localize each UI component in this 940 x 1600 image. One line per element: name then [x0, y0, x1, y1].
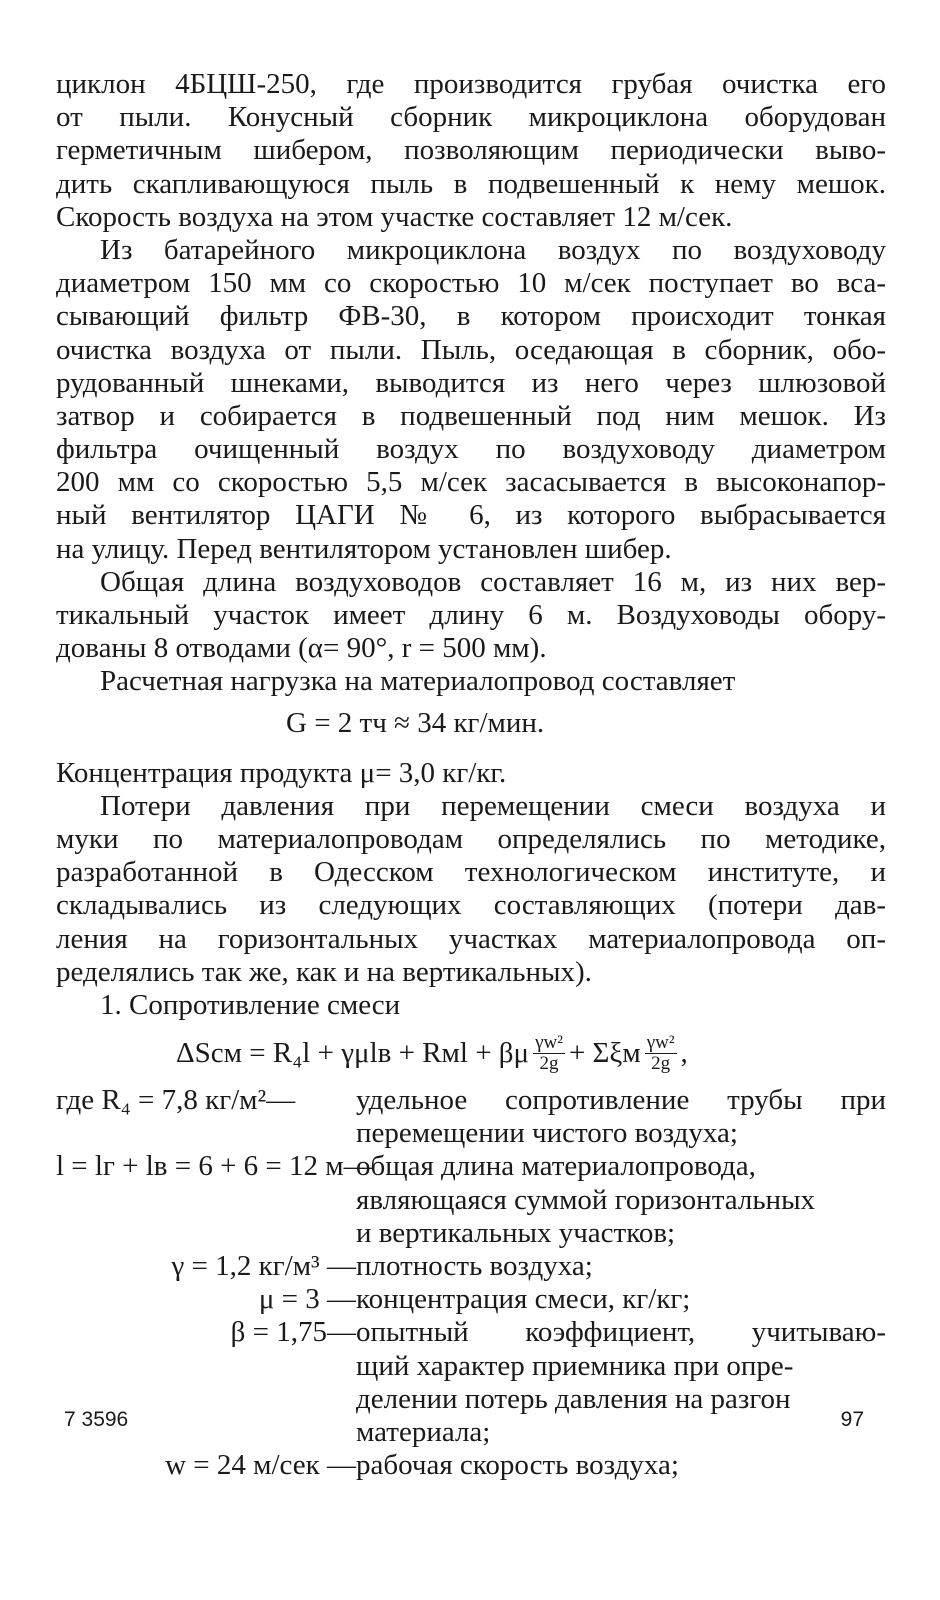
formula-tail: , [680, 1036, 688, 1069]
formula-middle: + Σξм [568, 1036, 641, 1069]
paragraph-5 [56, 790, 886, 989]
text-line: Потери давления при перемещении смеси воздуха и [100, 789, 886, 822]
definition-term: β = 1,75— [230, 1316, 356, 1349]
text-line: дованы 8 отводами (α= 90°, r = 500 мм). [56, 632, 547, 665]
text-line: тикальный участок имеет длину 6 м. Воздуховоды обору- [56, 599, 886, 631]
definition-continuation: материала; [356, 1416, 491, 1449]
text-line: муки по материалопроводам определялись по методике, [56, 822, 886, 855]
text-line: ления на горизонтальных участках материалопровода оп- [56, 922, 886, 955]
text-line: герметичным шибером, позволяющим периодически выво- [56, 134, 886, 167]
concentration-line: Концентрация продукта μ= 3,0 кг/кг. [56, 756, 507, 789]
text-line: ный вентилятор ЦАГИ № 6, из которого выбрасывается [56, 499, 886, 532]
fraction-numerator: γw² [646, 1031, 675, 1053]
definition-term: где R₄ = 7,8 кг/м²— [56, 1084, 296, 1117]
page-number: 97 [840, 1408, 864, 1431]
definition-continuation: являющаяся суммой горизонтальных [356, 1183, 816, 1216]
formula-resistance [56, 1028, 886, 1078]
definition-text: плотность воздуха; [356, 1250, 593, 1283]
text-line: сывающий фильтр ФВ-30, в котором происходит тонкая [56, 300, 886, 333]
fraction-denominator: 2g [539, 1052, 559, 1074]
definition-continuation: щий характер приемника при опре- [356, 1349, 794, 1382]
page-body [56, 68, 886, 1482]
text-line: циклон 4БЦШ-250, где производится грубая очистка его [56, 68, 886, 100]
fraction-denominator: 2g [651, 1052, 671, 1074]
text-line: Скорость воздуха на этом участке составляет 12 м/сек. [56, 200, 733, 233]
definition-term: w = 24 м/сек — [165, 1449, 356, 1482]
text-line: складывались из следующих составляющих (потери дав- [56, 889, 886, 922]
text-line: очистка воздуха от пыли. Пыль, оседающая в сборник, обо- [56, 333, 886, 366]
definition-term: γ = 1,2 кг/м³ — [171, 1250, 356, 1283]
definition-w [56, 1449, 886, 1482]
text-line: рудованный шнеками, выводится из него через шлюзовой [56, 366, 886, 399]
definition-r4 [56, 1084, 886, 1117]
definition-continuation: делении потерь давления на разгон [356, 1382, 791, 1415]
formula-load: G = 2 тч ≈ 34 кг/мин. [286, 706, 545, 739]
definitions-list [56, 1084, 886, 1482]
text-line: диаметром 150 мм со скоростью 10 м/сек поступает во вса- [56, 267, 886, 300]
paragraph-1 [56, 68, 886, 234]
text-line: 200 мм со скоростью 5,5 м/сек засасывается в высоконапор- [56, 466, 886, 499]
text-line: затвор и собирается в подвешенный под ним мешок. Из [56, 399, 886, 432]
definition-text: рабочая скорость воздуха; [356, 1449, 679, 1482]
paragraph-2 [56, 234, 886, 566]
item-1-heading: 1. Сопротивление смеси [100, 988, 401, 1021]
definition-term: μ = 3 — [258, 1283, 356, 1316]
paragraph-4: Расчетная нагрузка на материалопровод составляет [100, 665, 736, 698]
text-line: разработанной в Одесском технологическом институте, и [56, 856, 886, 889]
definition-text: опытный коэффициент, учитываю- [356, 1316, 886, 1349]
definition-text: концентрация смеси, кг/кг; [356, 1283, 691, 1316]
definition-beta [56, 1316, 886, 1349]
definition-continuation: перемещении чистого воздуха; [356, 1117, 738, 1150]
definition-term: l = lг + lв = 6 + 6 = 12 м— [56, 1150, 373, 1183]
fraction-dynamic-pressure [645, 1033, 677, 1074]
text-line: Общая длина воздуховодов составляет 16 м, из них вер- [100, 565, 886, 598]
fraction-numerator: γw² [535, 1031, 563, 1053]
text-line: фильтра очищенный воздух по воздуховоду диаметром [56, 433, 886, 466]
definition-text: общая длина материалопровода, [356, 1150, 756, 1183]
text-line: ределялись так же, как и на вертикальных). [56, 955, 592, 988]
definition-mu [56, 1283, 886, 1316]
definition-l [56, 1150, 886, 1183]
formula-lhs: ΔSсм = R₄l + γμlв + Rмl + βμ [176, 1036, 530, 1069]
printer-signature: 7 3596 [64, 1408, 129, 1431]
definition-continuation: и вертикальных участков; [356, 1216, 676, 1249]
paragraph-3 [56, 566, 886, 666]
definition-text: удельное сопротивление трубы при [356, 1084, 886, 1117]
text-line: от пыли. Конусный сборник микроциклона оборудован [56, 101, 886, 134]
text-line: дить скапливающуюся пыль в подвешенный к нему мешок. [56, 167, 886, 200]
text-line: на улицу. Перед вентилятором установлен шибер. [56, 532, 672, 565]
text-line: Из батарейного микроциклона воздух по воздуховоду [100, 233, 886, 266]
definition-gamma [56, 1250, 886, 1283]
fraction-dynamic-pressure [533, 1033, 565, 1074]
